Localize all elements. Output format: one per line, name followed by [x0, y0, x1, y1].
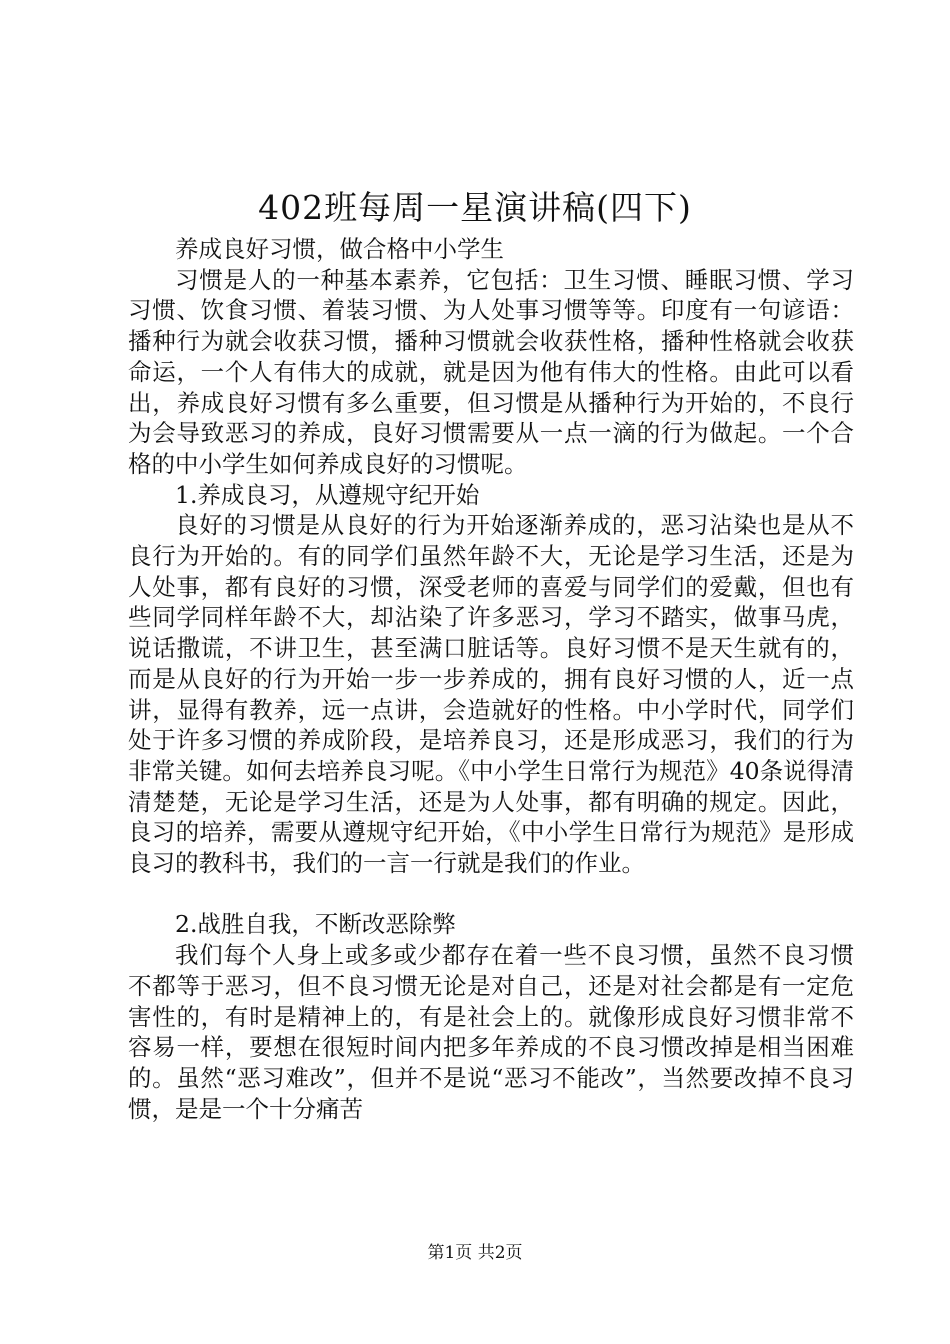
section-1-heading: 1.养成良习，从遵规守纪开始	[175, 480, 480, 509]
section-1-paragraph: 良好的习惯是从良好的行为开始逐渐养成的，恶习沾染也是从不良行为开始的。有的同学们虽然年龄不大，无论是学习生活，还是为人处事，都有良好的习惯，深受老师的喜爱与同学们的爱戴，但也有些同学同样年龄不大，却沾染了许多恶习，学习不踏实，做事马虎，说话撒谎，不讲卫生，甚至满口脏话等。良好习惯不是天生就有的，而是从良好的行为开始一步一步养成的，拥有良好习惯的人，近一点讲，显得有教养，远一点讲，会造就好的性格。中小学时代，同学们处于许多习惯的养成阶段，是培养良习，还是形成恶习，我们的行为非常关键。如何去培养良习呢。《中小学生日常行为规范》40条说得清清楚楚，无论是学习生活，还是为人处事，都有明确的规定。因此，良习的培养，需要从遵规守纪开始，《中小学生日常行为规范》是形成良习的教科书，我们的一言一行就是我们的作业。	[128, 511, 854, 878]
document-title: 402班每周一星演讲稿(四下)	[258, 188, 692, 227]
document-body	[128, 234, 854, 1124]
intro-paragraph: 习惯是人的一种基本素养，它包括：卫生习惯、睡眠习惯、学习习惯、饮食习惯、着装习惯、为人处事习惯等等。印度有一句谚语：播种行为就会收获习惯，播种习惯就会收获性格，播种性格就会收获命运，一个人有伟大的成就，就是因为他有伟大的性格。由此可以看出，养成良好习惯有多么重要，但习惯是从播种行为开始的，不良行为会导致恶习的养成，良好习惯需要从一点一滴的行为做起。一个合格的中小学生如何养成良好的习惯呢。	[128, 265, 854, 478]
document-subtitle: 养成良好习惯，做合格中小学生	[175, 235, 504, 263]
paragraph-spacer	[128, 879, 854, 910]
section-2-paragraph: 我们每个人身上或多或少都存在着一些不良习惯，虽然不良习惯不都等于恶习，但不良习惯无论是对自己，还是对社会都是有一定危害性的，有时是精神上的，有是社会上的。就像形成良好习惯非常不容易一样，要想在很短时间内把多年养成的不良习惯改掉是相当困难的。虽然“恶习难改”，但并不是说“恶习不能改”，当然要改掉不良习惯，是是一个十分痛苦	[128, 941, 854, 1123]
page-footer: 第1页 共2页	[427, 1243, 523, 1263]
section-2-heading: 2.战胜自我，不断改恶除弊	[175, 910, 456, 939]
